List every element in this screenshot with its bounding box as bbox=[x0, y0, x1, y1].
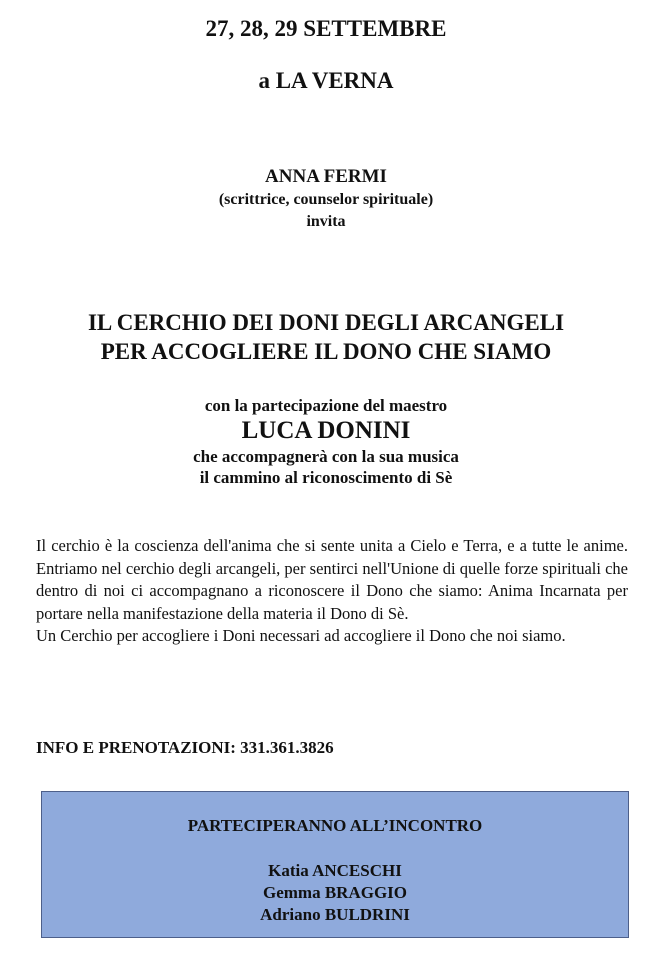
description-paragraph-2: Un Cerchio per accogliere i Doni necessari ad accogliere il Dono che noi siamo. bbox=[36, 626, 566, 645]
maestro-intro: con la partecipazione del maestro bbox=[204, 396, 448, 415]
participant-name: Gemma BRAGGIO bbox=[262, 883, 408, 902]
maestro-description-line-2: il cammino al riconoscimento di Sè bbox=[199, 468, 453, 487]
participant-name: Adriano BULDRINI bbox=[260, 905, 410, 924]
maestro-description-line-1: che accompagnerà con la sua musica bbox=[193, 447, 459, 466]
contact-info: INFO E PRENOTAZIONI: 331.361.3826 bbox=[36, 738, 334, 757]
event-title-line-1: IL CERCHIO DEI DONI DEGLI ARCANGELI bbox=[87, 310, 565, 335]
event-location: a LA VERNA bbox=[258, 68, 394, 93]
host-name: ANNA FERMI bbox=[265, 166, 387, 187]
participants-heading: PARTECIPERANNO ALL’INCONTRO bbox=[187, 816, 483, 835]
participants-box bbox=[41, 791, 629, 938]
description-paragraph-1: Il cerchio è la coscienza dell'anima che si sente unita a Cielo e Terra, e a tutte le anime. Entriamo nel cerchio degli arcangeli, per sentirci nell'Unione di quelle forze spirituali che dentro di noi ci accompagnano a riconoscere il Dono che siamo: Anima Incarnata per portare nella manifestazione della materia il Dono di Sè. bbox=[36, 536, 628, 623]
event-description bbox=[36, 535, 628, 648]
event-dates: 27, 28, 29 SETTEMBRE bbox=[205, 16, 447, 41]
host-role: (scrittrice, counselor spirituale) bbox=[218, 191, 434, 208]
maestro-name: LUCA DONINI bbox=[241, 417, 411, 444]
host-invites: invita bbox=[306, 213, 346, 230]
participant-name: Katia ANCESCHI bbox=[268, 861, 402, 880]
event-title-line-2: PER ACCOGLIERE IL DONO CHE SIAMO bbox=[100, 339, 552, 364]
